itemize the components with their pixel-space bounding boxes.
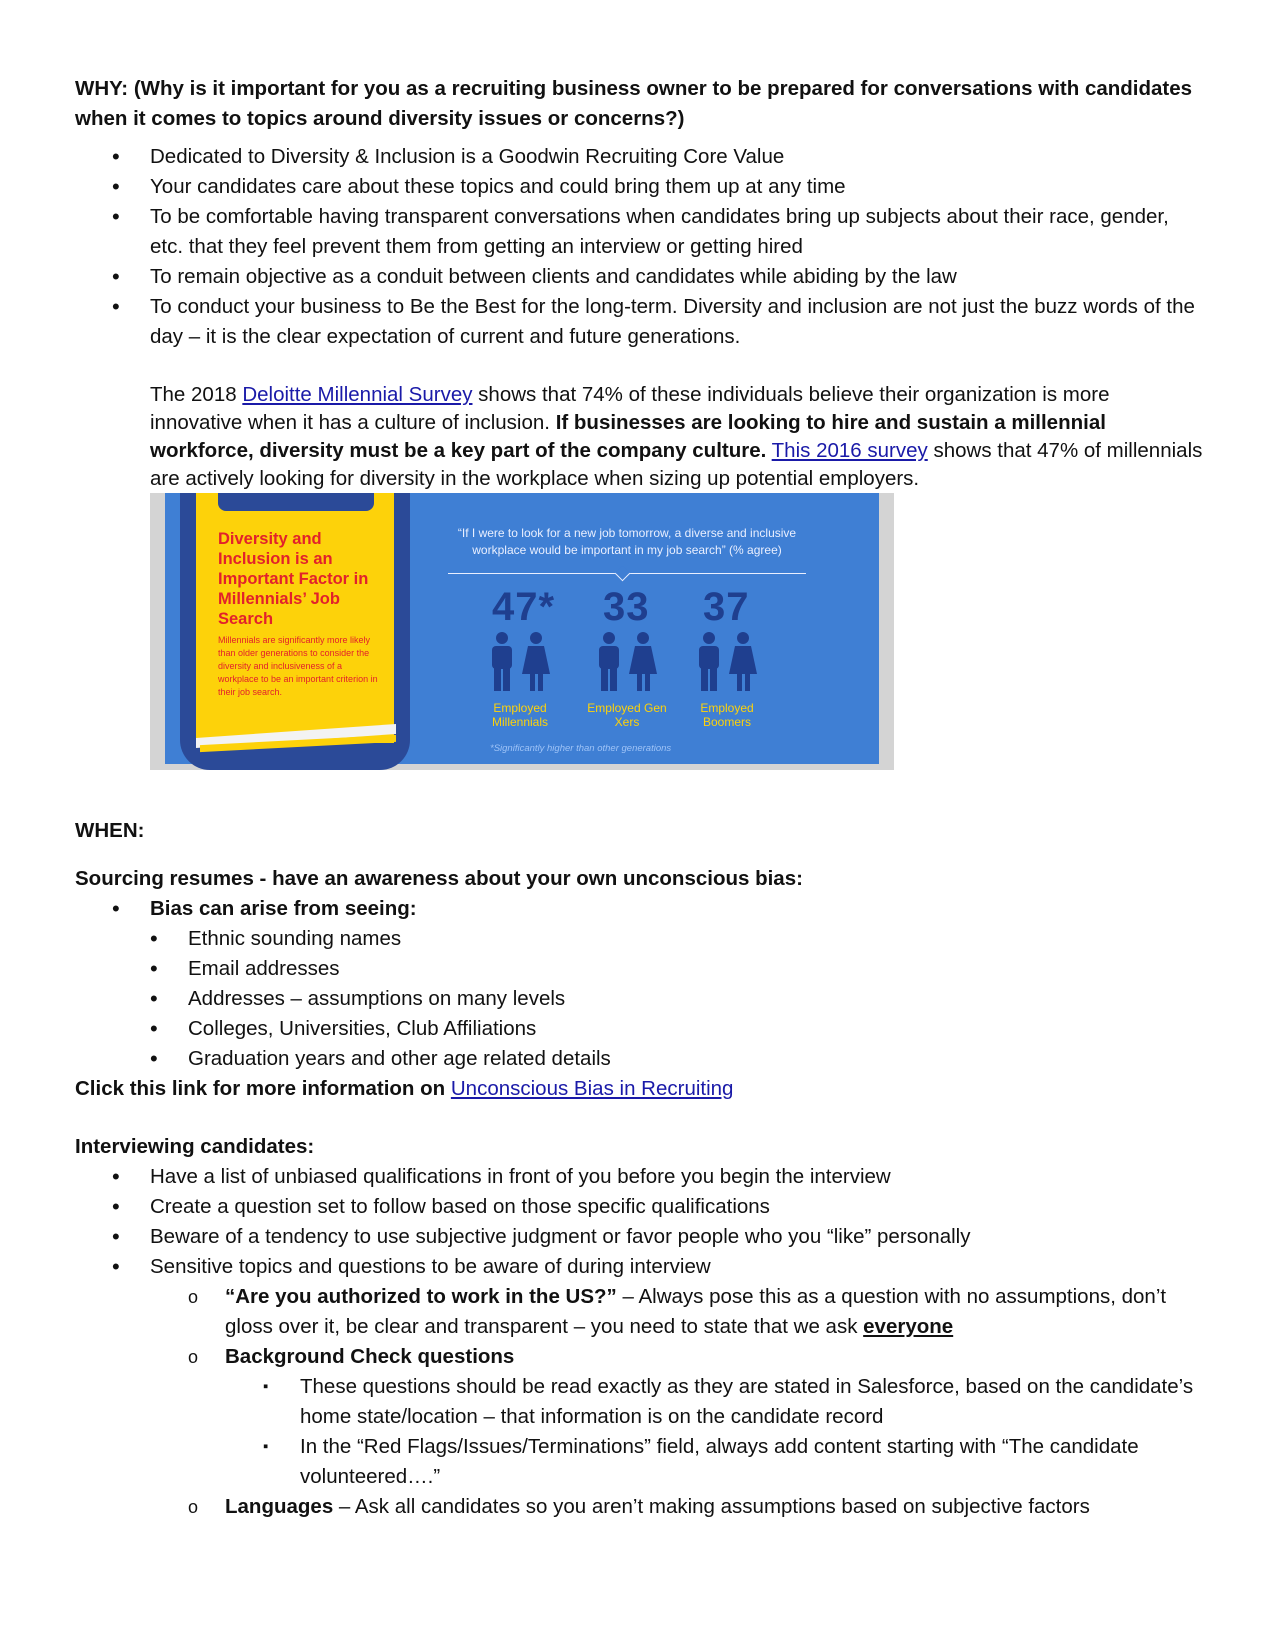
interviewing-bullet: • Have a list of unbiased qualifications in front of you before you begin the interview bbox=[75, 1162, 1205, 1192]
background-check-item: ▪ In the “Red Flags/Issues/Terminations” field, always add content starting with “The candidate volunteered….” bbox=[225, 1432, 1205, 1492]
interviewing-bullet: • Beware of a tendency to use subjective judgment or favor people who you “like” personally bbox=[75, 1222, 1205, 1252]
interviewing-list bbox=[75, 1162, 1205, 1282]
bias-item bbox=[75, 894, 1205, 1074]
sensitive-topic-item bbox=[75, 1492, 1205, 1522]
why-bullet: • Dedicated to Diversity & Inclusion is a Goodwin Recruiting Core Value bbox=[75, 142, 1205, 172]
deloitte-survey-link[interactable]: Deloitte Millennial Survey bbox=[242, 383, 473, 406]
bias-sub-item: • Email addresses bbox=[150, 954, 1205, 984]
why-bullet: • Your candidates care about these topics and could bring them up at any time bbox=[75, 172, 1205, 202]
bias-sub-item: • Ethnic sounding names bbox=[150, 924, 1205, 954]
interviewing-bullet: • Sensitive topics and questions to be aware of during interview bbox=[75, 1252, 1205, 1282]
sensitive-topics-list bbox=[75, 1282, 1205, 1522]
interviewing-heading: Interviewing candidates: bbox=[75, 1135, 315, 1158]
bias-sub-list bbox=[150, 924, 1205, 1074]
background-check-list bbox=[225, 1372, 1205, 1492]
boomers-value: 37 bbox=[703, 585, 750, 629]
infographic-footnote: *Significantly higher than other generations bbox=[490, 743, 672, 754]
millennials-infographic bbox=[150, 493, 894, 770]
everyone-emphasis: everyone bbox=[863, 1315, 954, 1338]
bias-label: Bias can arise from seeing: bbox=[150, 897, 417, 920]
people-icon bbox=[591, 631, 663, 693]
genx-value: 33 bbox=[603, 585, 650, 629]
paragraph-text: shows that 47% of millennials are actively looking for diversity in the workplace when sizing up potential employers. bbox=[150, 439, 1203, 490]
sensitive-topic-item bbox=[75, 1282, 1205, 1342]
why-heading: WHY: (Why is it important for you as a recruiting business owner to be prepared for conversations with candidates when it comes to topics around diversity issues or concerns?) bbox=[75, 77, 1193, 130]
paragraph-text: shows that 74% of these individuals believe their organization is more innovative when it has a culture of inclusion. bbox=[150, 383, 1110, 434]
more-info-line bbox=[75, 1074, 1205, 1104]
background-check-label: Background Check questions bbox=[225, 1345, 515, 1368]
interviewing-bullet: • Create a question set to follow based on those specific qualifications bbox=[75, 1192, 1205, 1222]
infographic-subtitle: Millennials are significantly more likely than older generations to consider the diversity and inclusiveness of a workplace to be an important criterion in their job search. bbox=[218, 635, 378, 697]
authorized-guidance: – Always pose this as a question with no assumptions, don’t gloss over it, be clear and transparent – you need to state that we ask bbox=[225, 1285, 1167, 1338]
genx-label: Employed Gen Xers bbox=[587, 701, 667, 729]
people-icon bbox=[484, 631, 556, 693]
more-info-label: Click this link for more information on bbox=[75, 1077, 451, 1100]
sensitive-topic-item bbox=[75, 1342, 1205, 1492]
languages-label: Languages bbox=[225, 1495, 334, 1518]
survey-2016-link[interactable]: This 2016 survey bbox=[771, 439, 928, 462]
unconscious-bias-link[interactable]: Unconscious Bias in Recruiting bbox=[450, 1077, 734, 1100]
sourcing-heading: Sourcing resumes - have an awareness about your own unconscious bias: bbox=[75, 867, 803, 890]
why-bullet-list bbox=[75, 142, 1205, 352]
survey-paragraph bbox=[150, 381, 1205, 493]
boomers-label: Employed Boomers bbox=[700, 701, 754, 729]
bias-sub-item: • Graduation years and other age related details bbox=[150, 1044, 1205, 1074]
sourcing-list bbox=[75, 894, 1205, 1074]
paragraph-bold-text: If businesses are looking to hire and sustain a millennial workforce, diversity must be a key part of the company culture. bbox=[150, 411, 1106, 462]
when-heading: WHEN: bbox=[75, 819, 145, 842]
bias-sub-item: • Addresses – assumptions on many levels bbox=[150, 984, 1205, 1014]
why-bullet: • To remain objective as a conduit between clients and candidates while abiding by the law bbox=[75, 262, 1205, 292]
why-bullet: • To be comfortable having transparent conversations when candidates bring up subjects about their race, gender, etc. that they feel prevent them from getting an interview or getting hired bbox=[75, 202, 1205, 262]
people-icon bbox=[691, 631, 763, 693]
millennials-value: 47* bbox=[492, 585, 556, 629]
millennials-label: Employed Millennials bbox=[491, 701, 549, 729]
infographic-title: Diversity and Inclusion is an Important Factor in Millennials’ Job Search bbox=[218, 530, 369, 628]
paragraph-text: The 2018 bbox=[150, 383, 243, 406]
document-page bbox=[75, 74, 1205, 1522]
authorized-question: “Are you authorized to work in the US?” bbox=[225, 1285, 617, 1308]
clipboard-clip bbox=[218, 493, 374, 511]
bias-sub-item: • Colleges, Universities, Club Affiliations bbox=[150, 1014, 1205, 1044]
survey-quote: “If I were to look for a new job tomorrow, a diverse and inclusive workplace would be important in my job search” (% agree) bbox=[457, 526, 797, 557]
why-bullet: • To conduct your business to Be the Best for the long-term. Diversity and inclusion are not just the buzz words of the day – it is the clear expectation of current and future generations. bbox=[75, 292, 1205, 352]
background-check-item: ▪ These questions should be read exactly as they are stated in Salesforce, based on the candidate’s home state/location – that information is on the candidate record bbox=[225, 1372, 1205, 1432]
languages-guidance: – Ask all candidates so you aren’t making assumptions based on subjective factors bbox=[333, 1495, 1090, 1518]
